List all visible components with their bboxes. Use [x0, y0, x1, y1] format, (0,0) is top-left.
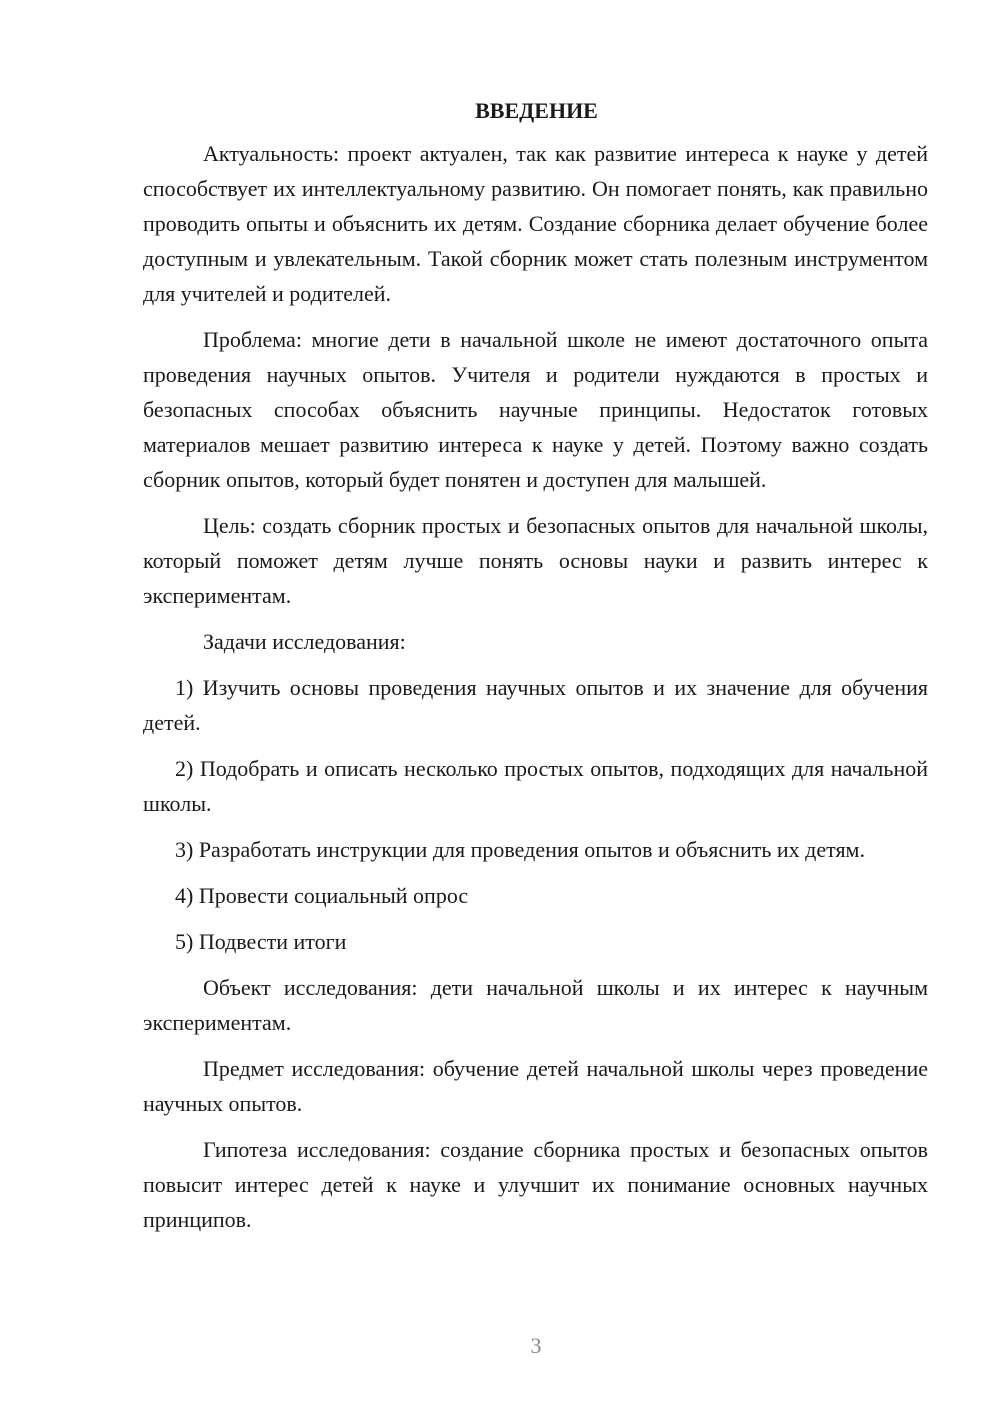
task-item-3: 3) Разработать инструкции для проведения опытов и объяснить их детям. [175, 837, 865, 862]
task-item-5: 5) Подвести итоги [175, 929, 347, 954]
paragraph-goal: Цель: создать сборник простых и безопасных опытов для начальной школы, который поможет детям лучше понять основы науки и развить интерес к экспериментам. [143, 513, 928, 608]
paragraph-relevance: Актуальность: проект актуален, так как развитие интереса к науке у детей способствует их интеллектуальному развитию. Он помогает понять, как правильно проводить опыты и объяснить их детям. Создание сборника делает обучение более доступным и увлекательным. Такой сборник может стать полезным инструментом для учителей и родителей. [143, 141, 928, 306]
task-item-2: 2) Подобрать и описать несколько простых опытов, подходящих для начальной школы. [143, 756, 928, 816]
page-content [143, 96, 928, 1248]
page-number: 3 [530, 1333, 542, 1358]
tasks-heading: Задачи исследования: [203, 629, 406, 654]
page-title: ВВЕДЕНИЕ [475, 98, 598, 123]
paragraph-problem: Проблема: многие дети в начальной школе не имеют достаточного опыта проведения научных опытов. Учителя и родители нуждаются в простых и безопасных способах объяснить научные принципы. Недостаток готовых материалов мешает развитию интереса к науке у детей. Поэтому важно создать сборник опытов, который будет понятен и доступен для малышей. [143, 327, 928, 492]
paragraph-object: Объект исследования: дети начальной школы и их интерес к научным экспериментам. [143, 975, 928, 1035]
task-item-1: 1) Изучить основы проведения научных опытов и их значение для обучения детей. [143, 675, 928, 735]
paragraph-hypothesis: Гипотеза исследования: создание сборника простых и безопасных опытов повысит интерес детей к науке и улучшит их понимание основных научных принципов. [143, 1137, 928, 1232]
task-item-4: 4) Провести социальный опрос [175, 883, 469, 908]
paragraph-subject: Предмет исследования: обучение детей начальной школы через проведение научных опытов. [143, 1056, 928, 1116]
